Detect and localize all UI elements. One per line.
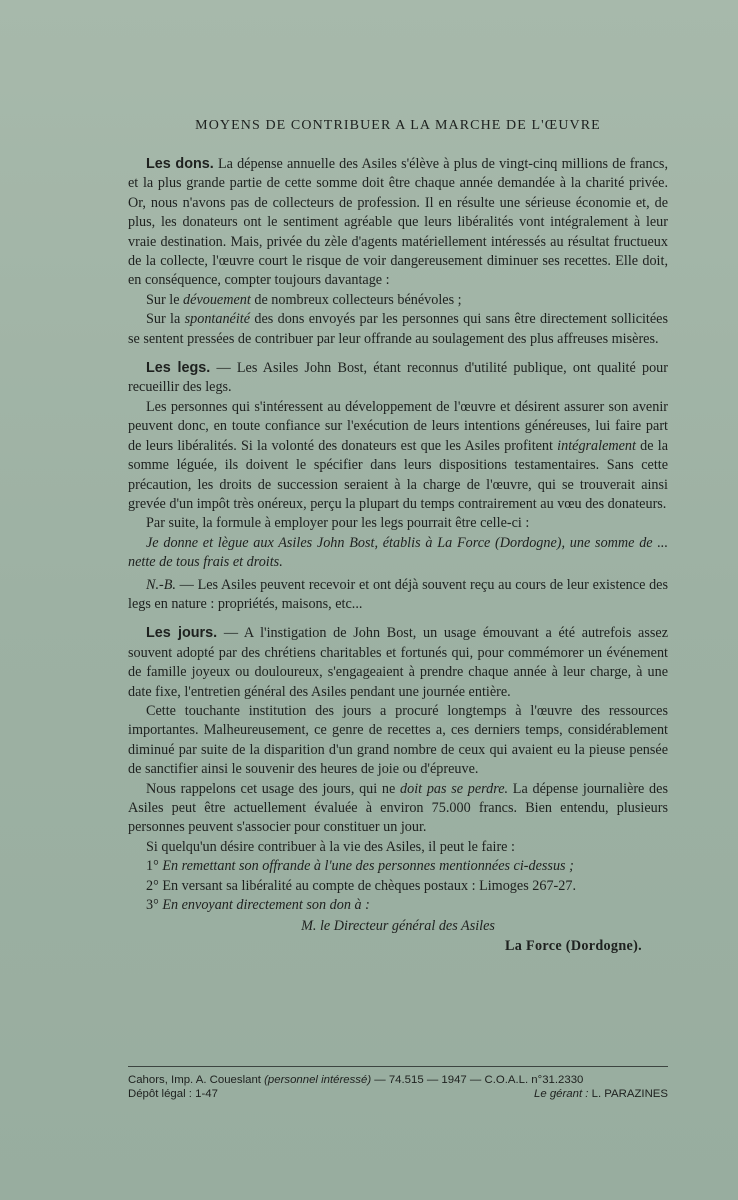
manager-label: Le gérant : [533, 1088, 589, 1100]
list-item-1 [128, 857, 668, 876]
dons-p2-b: de nombreux collecteurs bénévoles ; [250, 291, 462, 308]
legs-nb-label: N.-B. [146, 576, 176, 593]
list-item-1-num: 1° [146, 858, 159, 875]
printer-b: — 74.515 — 1947 — C.O.A.L. n°31.2330 [371, 1074, 584, 1086]
printer-line [128, 1073, 668, 1087]
jours-text: — A l'instigation de John Bost, un usage émouvant a été autrefois assez souvent adopté par des chrétiens charitables et fortunés qui, pour commémorer un événement de famille joyeux ou douloureux, s'engageaient à prendre chaque année à leur charge, à une date fixe, l'entretien général des Asiles pendant une journée entière. [128, 625, 668, 700]
legs-heading: Les legs. [146, 360, 211, 377]
jours-paragraph-2: Cette touchante institution des jours a procuré longtemps à l'œuvre des ressources importantes. Malheureusement, ce genre de recettes a, ces derniers temps, considérablement diminué par suite de la disparition d'un grand nombre de ceux qui avaient eu la pieuse pensée de sanctifier ainsi le souvenir des heures de joie ou d'épreuve. [128, 702, 668, 778]
list-item-2-text: En versant sa libéralité au compte de chèques postaux : Limoges 267-27. [162, 877, 577, 894]
legs-paragraph [128, 359, 668, 398]
list-item-1-text: En remettant son offrande à l'une des personnes mentionnées ci-dessus ; [162, 858, 574, 875]
dons-paragraph-3 [128, 310, 668, 349]
list-item-2-num: 2° [146, 877, 159, 894]
page-title: MOYENS DE CONTRIBUER A LA MARCHE DE L'ŒUVRE [195, 118, 601, 133]
jours-paragraph [128, 624, 668, 702]
dons-heading: Les dons. [146, 156, 214, 172]
legs-nb [128, 576, 668, 615]
dons-p3-italic: spontanéité [184, 311, 251, 328]
list-item-3-num: 3° [146, 897, 159, 914]
legs-text: — Les Asiles John Bost, étant reconnus d'utilité publique, ont qualité pour recueillir des legs. [128, 360, 669, 396]
manager-line [534, 1087, 668, 1101]
imprint-footer [128, 1073, 668, 1101]
jours-paragraph-3 [128, 780, 668, 838]
legs-p2-a: Les personnes qui s'intéressent au développement de l'œuvre et désirent assurer son avenir peuvent donc, en toute confiance sur l'exécution de leurs intentions généreuses, lui faire part de leurs libéralités. Si la volonté des donateurs est que les Asiles profitent [128, 398, 668, 454]
footer-row-2 [128, 1087, 668, 1101]
dons-paragraph [128, 155, 668, 291]
jours-p3-b: La dépense journalière des Asiles peut être actuellement évaluée à environ 75.000 francs. Bien entendu, plusieurs personnes peuvent s'associer pour constituer un jour. [128, 780, 668, 836]
list-item-3 [128, 896, 668, 915]
legs-p2-b: de la somme léguée, ils doivent le spécifier dans leurs dispositions testamentaires. Sans cette précaution, les droits de succession seraient à la charge de l'œuvre, qui se trouverait ainsi grevée d'un impôt très onéreux, perçu la plupart du temps contrairement au vœu des donateurs. [128, 437, 668, 512]
legs-paragraph-2 [128, 398, 668, 514]
jours-paragraph-4: Si quelqu'un désire contribuer à la vie des Asiles, il peut le faire : [146, 838, 515, 855]
dons-text: La dépense annuelle des Asiles s'élève à plus de vingt-cinq millions de francs, et la plus grande partie de cette somme doit être chaque année demandée à la charité privée. Or, nous n'avons pas de collecteurs de profession. Il en résulte une sérieuse économie et, de plus, les donateurs ont le sentiment agréable que leurs libéralités vont intégralement à leur vraie destination. Mais, privée du zèle d'agents matériellement intéressés au résultat fructueux de la collecte, l'œuvre court le risque de voir dangereusement diminuer ses recettes. Elle doit, en conséquence, compter toujours davantage : [128, 156, 669, 289]
legs-formula: Je donne et lègue aux Asiles John Bost, établis à La Force (Dordogne), une somme de ... nette de tous frais et droits. [128, 534, 668, 571]
list-item-2 [128, 877, 668, 896]
printer-a: Cahors, Imp. A. Coueslant [128, 1074, 265, 1086]
manager-name: L. PARAZINES [588, 1088, 668, 1100]
legs-p2-italic: intégralement [557, 437, 636, 454]
list-item-3-text: En envoyant directement son don à : [162, 897, 370, 914]
jours-p3-italic: doit pas se perdre. [400, 780, 509, 797]
dons-p2-italic: dévouement [183, 291, 251, 308]
legs-paragraph-3: Par suite, la formule à employer pour les legs pourrait être celle-ci : [146, 515, 530, 532]
legs-nb-text: — Les Asiles peuvent recevoir et ont déjà souvent reçu au cours de leur existence des legs en nature : propriétés, maisons, etc... [128, 576, 668, 612]
printer-italic: (personnel intéressé) [264, 1074, 372, 1086]
dons-p3-a: Sur la [146, 311, 185, 328]
footer-divider [128, 1066, 668, 1067]
dons-p3-b: des dons envoyés par les personnes qui sans être directement sollicitées se sentent pressées de contribuer par leur offrande au soulagement des plus affreuses misères. [128, 311, 668, 347]
dons-p2-a: Sur le [146, 291, 184, 308]
address-line-2: La Force (Dordogne). [505, 937, 642, 954]
main-text [128, 117, 668, 956]
dons-paragraph-2 [128, 291, 668, 310]
address-line-1: M. le Directeur général des Asiles [301, 918, 495, 935]
legal-deposit: Dépôt légal : 1-47 [128, 1088, 218, 1100]
jours-p3-a: Nous rappelons cet usage des jours, qui ne [146, 780, 401, 797]
jours-heading: Les jours. [146, 625, 218, 642]
